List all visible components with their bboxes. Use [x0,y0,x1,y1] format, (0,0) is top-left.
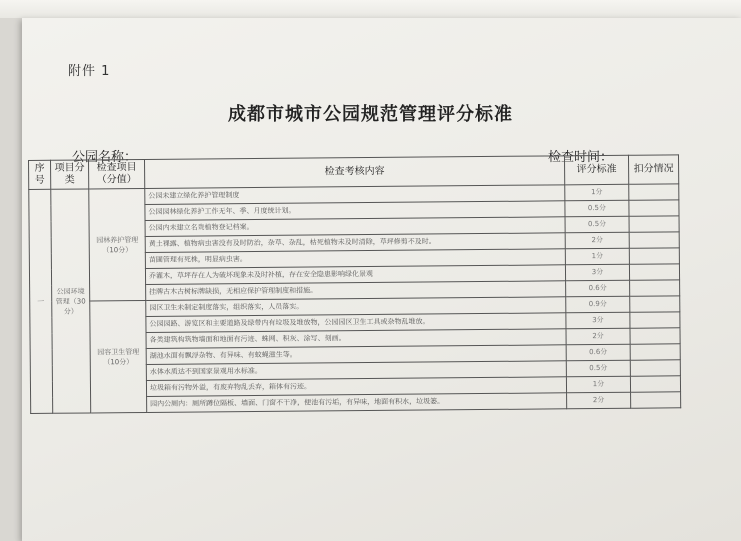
score-cell: 0.6分 [566,280,630,297]
score-cell: 0.5分 [566,360,630,377]
content-cell: 公园园路、游览区和主要道路及绿带内有垃圾及堆放物，公园园区卫生工具或杂物乱堆放。 [146,313,566,333]
deduction-cell [631,392,681,408]
deduction-cell [630,344,680,360]
group-label-cell: 园容卫生管理（10分） [90,300,147,412]
deduction-cell [629,216,679,232]
deduction-cell [629,264,679,280]
deduction-cell [630,360,680,376]
header-standard: 评分标准 [564,155,628,185]
content-cell: 公园园林绿化养护工作无年、季、月度统计划。 [145,201,565,221]
score-cell: 1分 [565,184,629,201]
score-cell: 2分 [567,392,631,409]
header-content: 检查考核内容 [144,156,564,189]
park-name-label: 公园名称： [72,150,138,165]
content-cell: 园区卫生未制定制度落实，组织落实，人员落实。 [146,297,566,317]
deduction-cell [630,328,680,344]
score-cell: 3分 [566,312,630,329]
content-cell: 苗圃管理有死株，明显病虫害。 [145,249,565,269]
deduction-cell [630,376,680,392]
content-cell: 乔灌木，草坪存在人为破坏现象未及时补植，存在安全隐患影响绿化景观 [145,265,565,285]
deduction-cell [630,280,680,296]
deduction-cell [629,184,679,200]
content-cell: 湖池水面有飘浮杂物、有异味、有蚊蝇滋生等。 [146,345,566,365]
deduction-cell [629,200,679,216]
content-cell: 各类建筑构筑物墙面和地面有污迹、蛛网、积灰、涂写、刻画。 [146,329,566,349]
background-paper-top [0,0,741,18]
group-label-cell: 园林养护管理（10分） [89,188,146,300]
scoring-table-wrapper [28,154,681,460]
deduction-cell [630,296,680,312]
score-cell: 0.9分 [566,296,630,313]
content-cell: 公园未建立绿化养护管理制度 [145,185,565,205]
deduction-cell [629,232,679,248]
score-cell: 0.5分 [565,200,629,217]
score-cell: 1分 [566,376,630,393]
attachment-label: 附件 1 [68,64,111,79]
seq-cell: 一 [29,189,53,413]
content-cell: 垃圾箱有污物外溢，有废弃物乱丢弃，箱体有污迹。 [146,377,566,397]
content-cell: 园内公厕内：厕所蹲位隔板、墙面、门窗不干净，便池有污垢，有异味，地面有积水，垃圾篓。 [147,393,567,413]
header-item: 检查项目（分值） [89,159,145,188]
score-cell: 2分 [565,232,629,249]
deduction-cell [630,312,680,328]
content-cell: 黄土裸露、植物病虫害没有及时防治，杂草、杂乱，枯死植物未及时清除，草坪修剪不及时。 [145,233,565,253]
content-cell: 公园内未建立名贵植物登记档案。 [145,217,565,237]
header-category: 项目分类 [51,160,89,189]
score-cell: 3分 [565,264,629,281]
document-title: 成都市城市公园规范管理评分标准 [228,104,513,125]
category-cell: 公园环境管理（30分） [51,189,91,413]
score-cell: 2分 [566,328,630,345]
header-deduction: 扣分情况 [628,155,678,184]
scoring-table [28,154,681,414]
score-cell: 1分 [565,248,629,265]
score-cell: 0.5分 [565,216,629,233]
content-cell: 挂牌古木古树标牌缺损，无相应保护管理制度和措施。 [146,281,566,301]
deduction-cell [629,248,679,264]
content-cell: 水体水质达不到国家景观用水标准。 [146,361,566,381]
header-seq: 序号 [29,160,51,189]
score-cell: 0.6分 [566,344,630,361]
check-time-label: 检查时间： [548,150,614,165]
